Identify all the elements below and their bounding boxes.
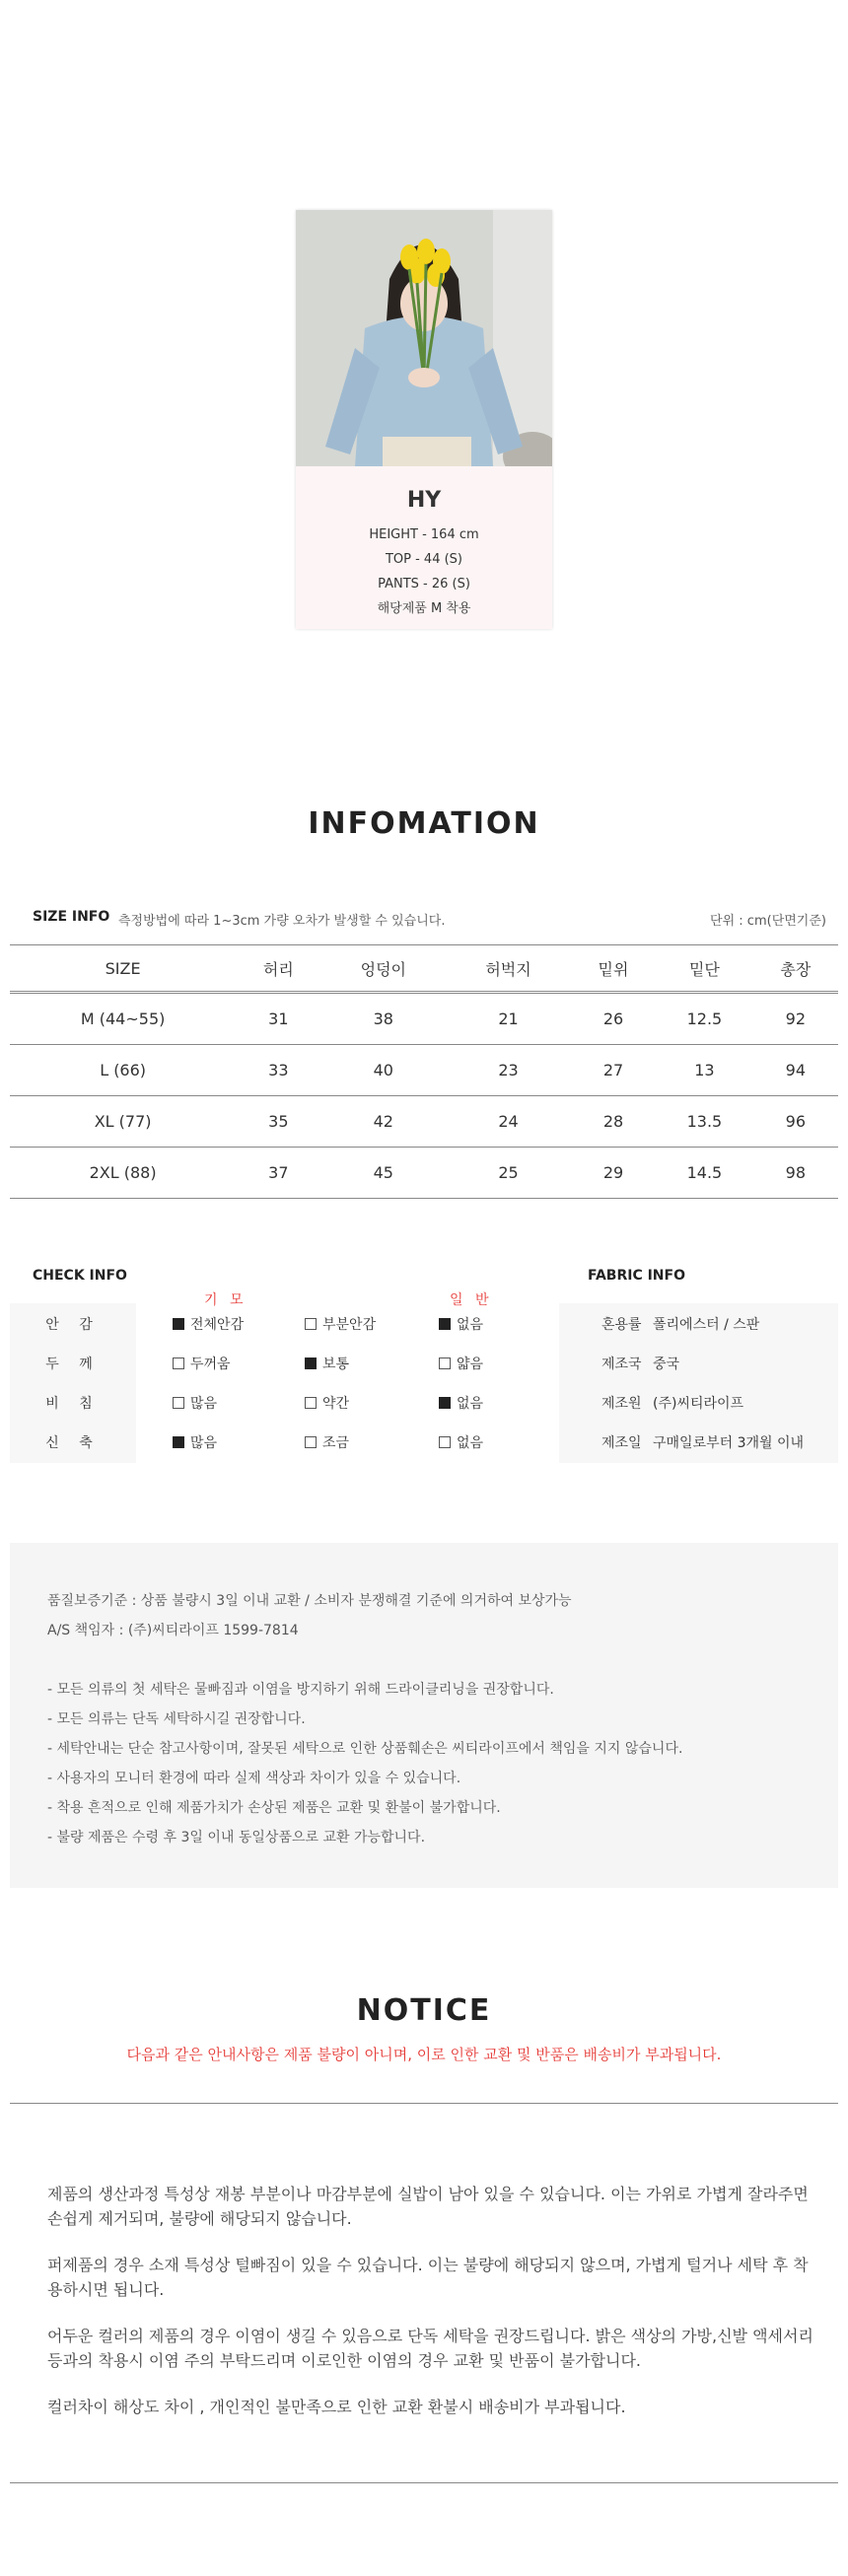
check-option-label: 얇음 — [457, 1357, 484, 1372]
notice-line: 어두운 컬러의 제품의 경우 이염이 생길 수 있음으로 단독 세탁을 권장드립니다. 밝은 색상의 가방,신발 액세서리 — [47, 2327, 813, 2345]
header-hip: 엉덩이 — [320, 945, 446, 993]
fabric-value: 폴리에스터 / 스판 — [653, 1317, 760, 1333]
check-option — [173, 1354, 231, 1373]
check-option-label: 없음 — [457, 1317, 484, 1333]
check-label-lining: 안 감 — [45, 1317, 101, 1333]
check-option — [305, 1314, 376, 1334]
check-option — [439, 1354, 483, 1373]
header-length: 총장 — [753, 945, 838, 993]
table-cell: 12.5 — [656, 993, 753, 1045]
table-cell: 2XL (88) — [10, 1148, 236, 1199]
model-top-size: TOP - 44 (S) — [385, 552, 463, 567]
size-info-unit: 단위 : cm(단면기준) — [710, 914, 826, 929]
check-option — [305, 1393, 349, 1413]
table-cell: 26 — [571, 993, 656, 1045]
checked-box-icon — [439, 1318, 451, 1330]
fabric-value: 중국 — [653, 1357, 680, 1372]
size-info-note: 측정방법에 따라 1~3cm 가량 오차가 발생할 수 있습니다. — [118, 914, 446, 929]
unchecked-box-icon — [305, 1436, 317, 1448]
check-option-label: 많음 — [190, 1435, 218, 1451]
guarantee-line: 품질보증기준 : 상품 불량시 3일 이내 교환 / 소비자 분쟁해결 기준에 의거하여 보상가능 — [47, 1593, 572, 1609]
header-thigh: 허벅지 — [446, 945, 571, 993]
check-option-label: 약간 — [322, 1396, 350, 1412]
info-title: INFOMATION — [308, 806, 540, 841]
fabric-key: 제조원 — [601, 1396, 642, 1412]
table-cell: 40 — [320, 1045, 446, 1096]
unchecked-box-icon — [305, 1397, 317, 1409]
table-cell: M (44~55) — [10, 993, 236, 1045]
check-label-thickness: 두 께 — [45, 1357, 101, 1372]
unchecked-box-icon — [305, 1318, 317, 1330]
table-cell: 24 — [446, 1096, 571, 1148]
unchecked-box-icon — [173, 1358, 184, 1369]
table-cell: 92 — [753, 993, 838, 1045]
table-cell: 14.5 — [656, 1148, 753, 1199]
check-option — [173, 1432, 217, 1452]
checked-box-icon — [305, 1358, 317, 1369]
fabric-key: 혼용률 — [601, 1317, 642, 1333]
brushed-label: 기 모 — [204, 1292, 247, 1308]
checked-box-icon — [173, 1436, 184, 1448]
guarantee-line: A/S 책임자 : (주)씨티라이프 1599-7814 — [47, 1623, 299, 1638]
model-height: HEIGHT - 164 cm — [369, 527, 479, 542]
checked-box-icon — [173, 1318, 184, 1330]
check-labels-column — [10, 1303, 136, 1463]
checked-box-icon — [439, 1397, 451, 1409]
check-option-label: 많음 — [190, 1396, 218, 1412]
table-cell: 96 — [753, 1096, 838, 1148]
fabric-info-box — [559, 1303, 838, 1463]
table-cell: 13.5 — [656, 1096, 753, 1148]
notice-divider-top — [10, 2103, 838, 2104]
model-card — [296, 210, 552, 629]
header-rise: 밑위 — [571, 945, 656, 993]
unchecked-box-icon — [173, 1397, 184, 1409]
size-table — [10, 944, 838, 1199]
check-option-label: 조금 — [322, 1435, 350, 1451]
header-size: SIZE — [10, 945, 236, 993]
notice-line: 컬러차이 해상도 차이 , 개인적인 불만족으로 인한 교환 환불시 배송비가 부과됩니다. — [47, 2398, 626, 2416]
care-note: - 착용 흔적으로 인해 제품가치가 손상된 제품은 교환 및 환불이 불가합니다. — [47, 1800, 501, 1816]
table-cell: 37 — [236, 1148, 320, 1199]
table-row — [10, 1148, 838, 1199]
notice-title: NOTICE — [356, 1993, 492, 2028]
care-note: - 불량 제품은 수령 후 3일 이내 동일상품으로 교환 가능합니다. — [47, 1830, 426, 1845]
table-cell: L (66) — [10, 1045, 236, 1096]
table-cell: 25 — [446, 1148, 571, 1199]
check-option — [173, 1314, 244, 1334]
table-cell: XL (77) — [10, 1096, 236, 1148]
fabric-value: 구매일로부터 3개월 이내 — [653, 1435, 805, 1451]
fabric-info-title: FABRIC INFO — [588, 1268, 685, 1284]
care-note: - 사용자의 모니터 환경에 따라 실제 색상과 차이가 있을 수 있습니다. — [47, 1771, 461, 1786]
model-photo-illustration — [296, 210, 552, 466]
size-table-header — [10, 945, 838, 993]
notice-line: 제품의 생산과정 특성상 재봉 부분이나 마감부분에 실밥이 남아 있을 수 있습니다. 이는 가위로 가볍게 잘라주면 — [47, 2185, 809, 2203]
check-option — [305, 1432, 349, 1452]
table-cell: 33 — [236, 1045, 320, 1096]
check-label-sheerness: 비 침 — [45, 1396, 101, 1412]
check-option — [305, 1354, 349, 1373]
table-cell: 28 — [571, 1096, 656, 1148]
table-cell: 45 — [320, 1148, 446, 1199]
check-option-label: 전체안감 — [190, 1317, 245, 1333]
fabric-value: (주)씨티라이프 — [653, 1396, 744, 1412]
size-info-label: SIZE INFO — [33, 909, 110, 925]
check-option-label: 보통 — [322, 1357, 350, 1372]
table-cell: 21 — [446, 993, 571, 1045]
check-option-label: 없음 — [457, 1396, 484, 1412]
notice-subtitle: 다음과 같은 안내사항은 제품 불량이 아니며, 이로 인한 교환 및 반품은 배송비가 부과됩니다. — [126, 2046, 722, 2063]
table-cell: 35 — [236, 1096, 320, 1148]
check-option — [439, 1432, 483, 1452]
unchecked-box-icon — [439, 1436, 451, 1448]
header-waist: 허리 — [236, 945, 320, 993]
table-row — [10, 1045, 838, 1096]
model-info — [296, 466, 552, 621]
check-option — [173, 1393, 217, 1413]
header-hem: 밑단 — [656, 945, 753, 993]
table-cell: 27 — [571, 1045, 656, 1096]
notice-line: 등과의 착용시 이염 주의 부탁드리며 이로인한 이염의 경우 교환 및 반품이 불가합니다. — [47, 2351, 641, 2370]
model-pants-size: PANTS - 26 (S) — [378, 577, 470, 592]
care-note: - 세탁안내는 단순 참고사항이며, 잘못된 세탁으로 인한 상품훼손은 씨티라이프에서 책임을 지지 않습니다. — [47, 1741, 683, 1757]
normal-label: 일 반 — [450, 1292, 493, 1308]
table-cell: 38 — [320, 993, 446, 1045]
table-cell: 42 — [320, 1096, 446, 1148]
care-note: - 모든 의류의 첫 세탁은 물빠짐과 이염을 방지하기 위해 드라이클리닝을 권장합니다. — [47, 1682, 554, 1698]
model-wearing-size: 해당제품 M 착용 — [377, 601, 471, 616]
notice-line: 퍼제품의 경우 소재 특성상 털빠짐이 있을 수 있습니다. 이는 불량에 해당되지 않으며, 가볍게 털거나 세탁 후 착 — [47, 2256, 809, 2274]
check-option-label: 두꺼움 — [190, 1357, 231, 1372]
table-cell: 98 — [753, 1148, 838, 1199]
model-name: HY — [406, 488, 442, 513]
table-row — [10, 1096, 838, 1148]
table-row — [10, 993, 838, 1045]
check-option — [439, 1393, 483, 1413]
fabric-key: 제조일 — [601, 1435, 642, 1451]
fabric-key: 제조국 — [601, 1357, 642, 1372]
guarantee-box — [10, 1543, 838, 1888]
unchecked-box-icon — [439, 1358, 451, 1369]
check-option-label: 부분안감 — [322, 1317, 377, 1333]
table-cell: 13 — [656, 1045, 753, 1096]
care-note: - 모든 의류는 단독 세탁하시길 권장합니다. — [47, 1711, 306, 1727]
notice-line: 용하시면 됩니다. — [47, 2280, 165, 2299]
check-label-stretch: 신 축 — [45, 1435, 101, 1451]
check-option — [439, 1314, 483, 1334]
notice-divider-bottom — [10, 2482, 838, 2483]
table-cell: 23 — [446, 1045, 571, 1096]
check-option-label: 없음 — [457, 1435, 484, 1451]
notice-line: 손쉽게 제거되며, 불량에 해당되지 않습니다. — [47, 2209, 352, 2228]
model-photo — [296, 210, 552, 466]
table-cell: 94 — [753, 1045, 838, 1096]
check-info-title: CHECK INFO — [33, 1268, 127, 1284]
table-cell: 29 — [571, 1148, 656, 1199]
table-cell: 31 — [236, 993, 320, 1045]
